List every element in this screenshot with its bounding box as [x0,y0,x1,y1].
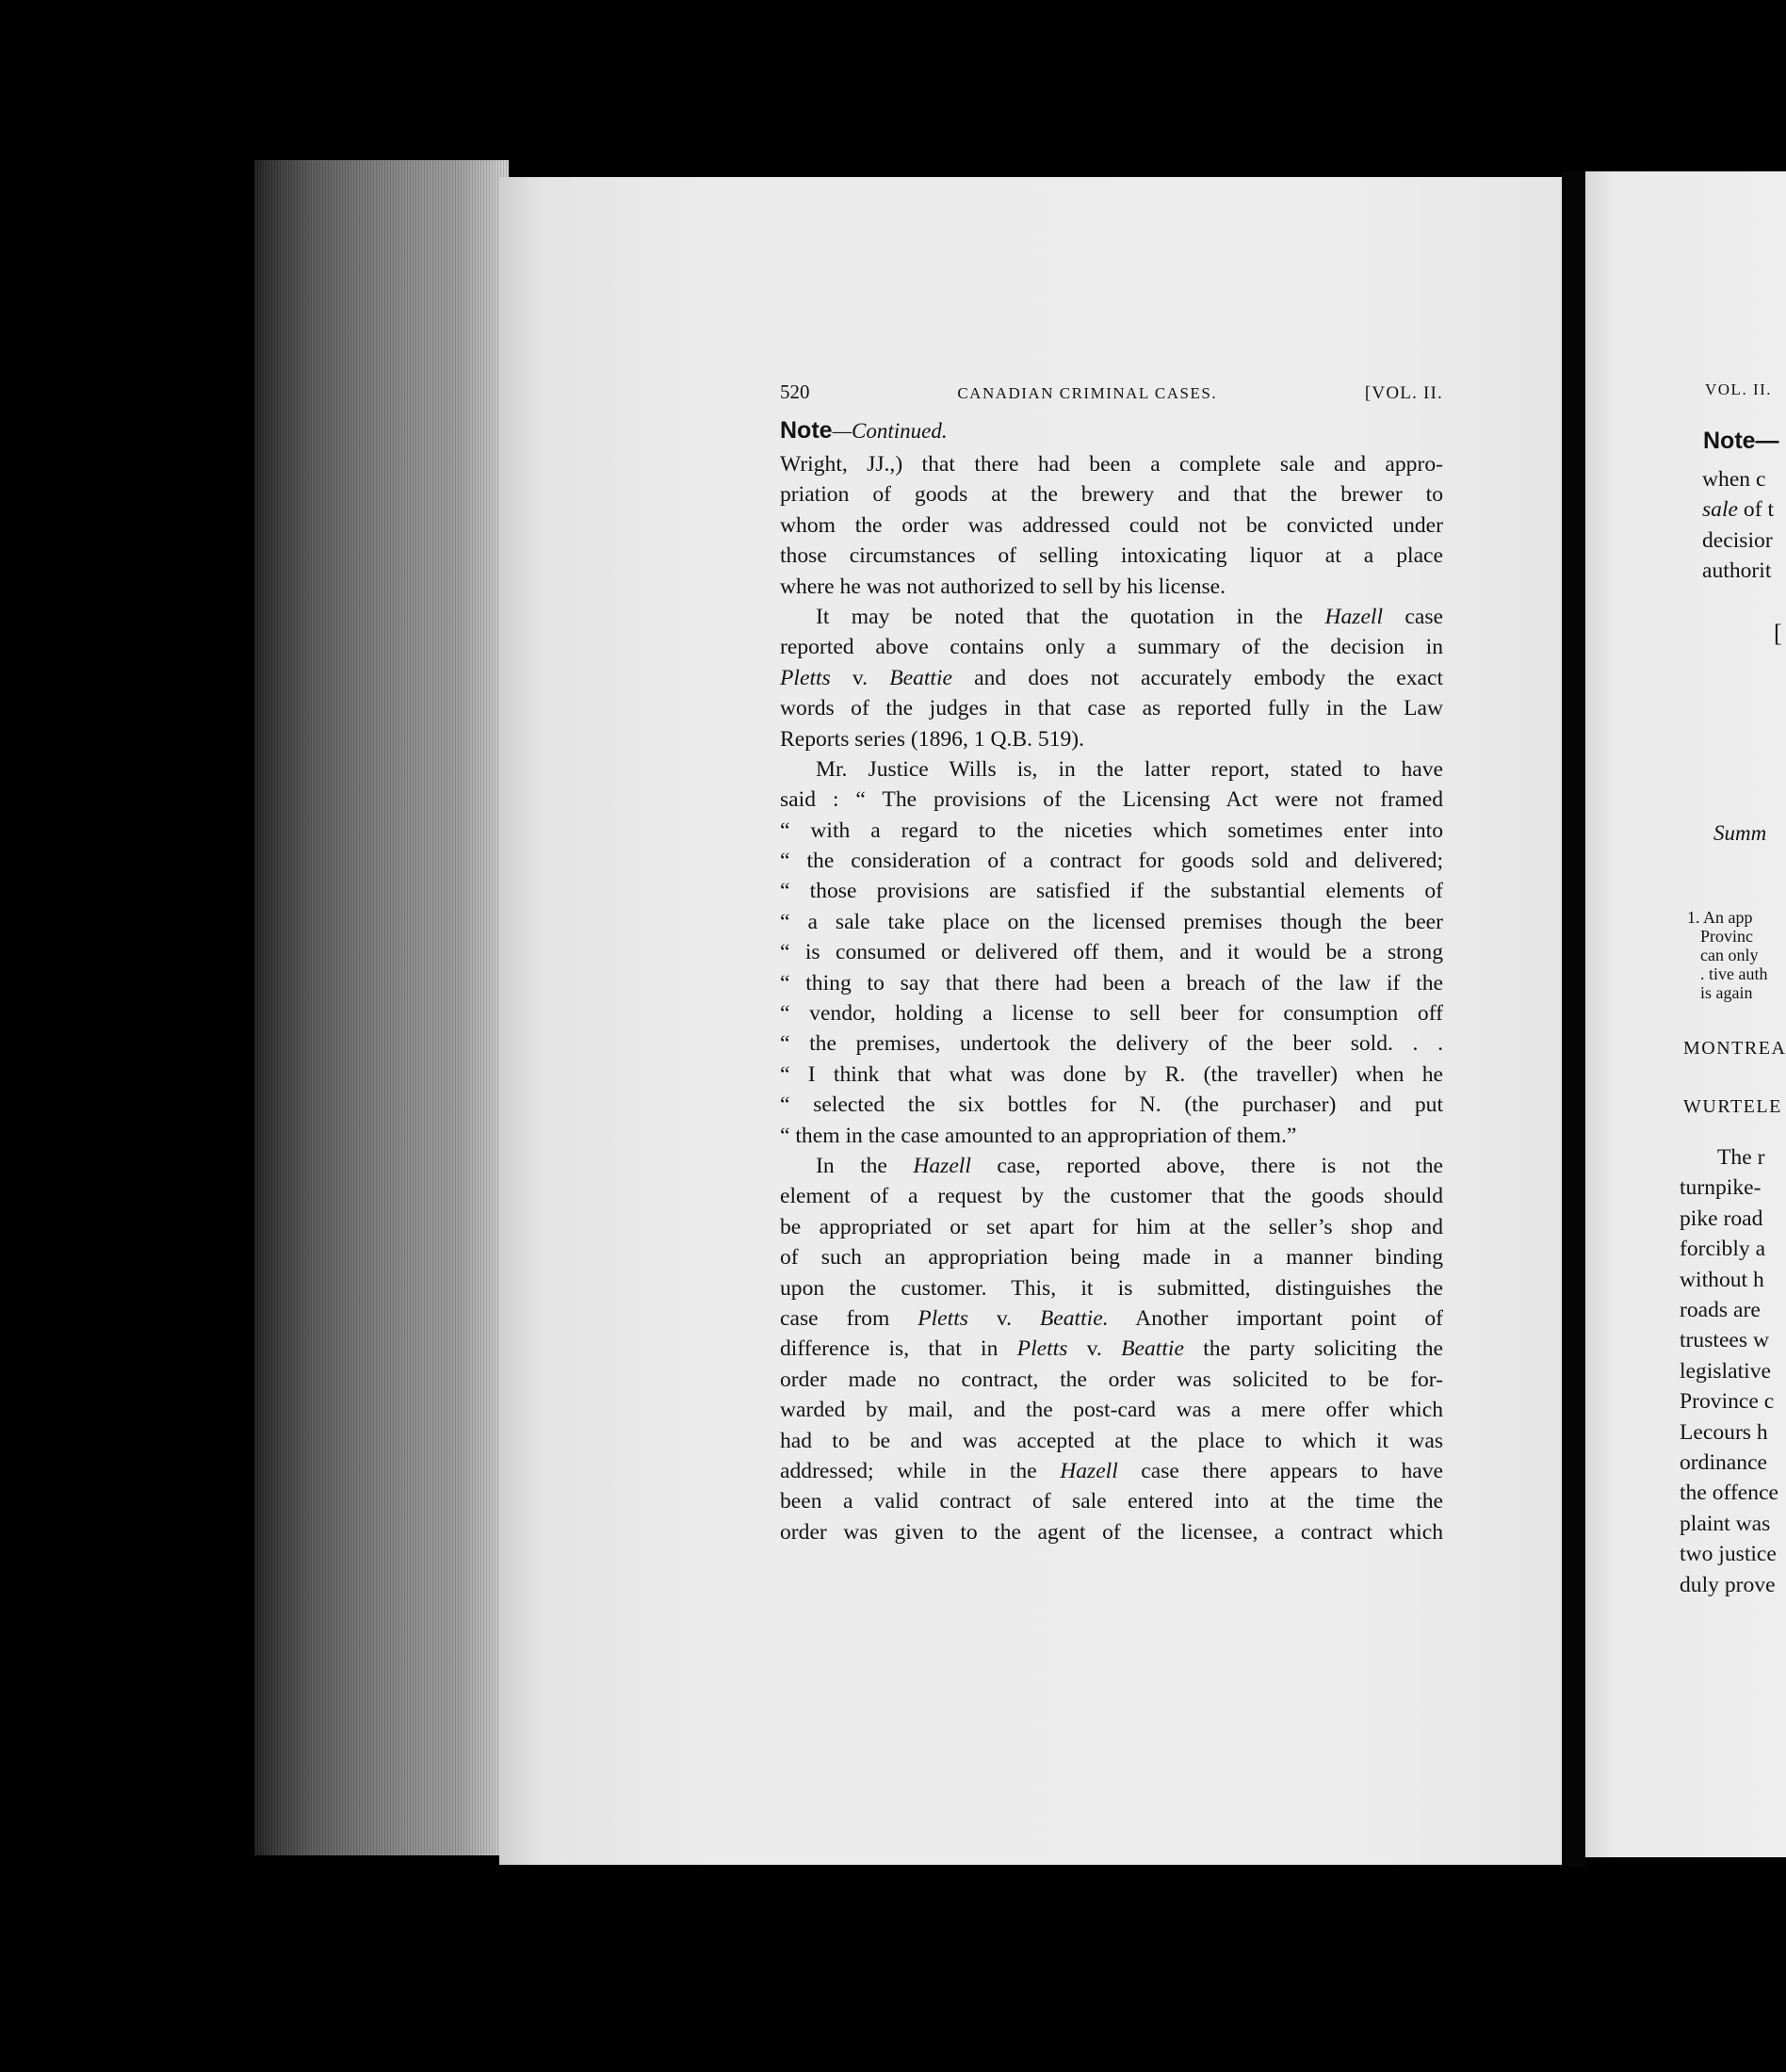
body-line: Wright, JJ.,) that there had been a complete sale and appro- [780,452,1443,477]
note-continued: —Continued. [832,419,948,443]
right-headnote-line: . tive auth [1700,964,1768,983]
right-headnote-line: can only [1700,946,1759,964]
body-line: words of the judges in that case as reported fully in the Law [780,696,1443,721]
right-body-line: legislative [1680,1358,1771,1384]
right-top-line: authorit [1702,558,1772,584]
body-line: those circumstances of selling intoxicating liquor at a place [780,543,1443,569]
right-top-line: sale of t [1702,497,1775,523]
body-line: priation of goods at the brewery and that the brewer to [780,482,1443,508]
body-line: “ a sale take place on the licensed premises though the beer [780,909,1443,934]
right-body-line: trustees w [1680,1328,1770,1353]
right-note-heading: Note— [1703,428,1779,454]
note-label: Note [780,417,833,444]
right-body-line: without h [1680,1267,1764,1292]
body-line: had to be and was accepted at the place to which it was [780,1428,1443,1453]
right-bracket: [ [1774,620,1782,647]
right-headnote-line: 1. An app [1687,908,1753,927]
body-line: case from Pletts v. Beattie. Another important point of [780,1305,1443,1331]
body-line: “ selected the six bottles for N. (the purchaser) and put [780,1093,1443,1118]
right-body-line: ordinance [1680,1450,1768,1475]
court-label: MONTREA [1683,1038,1786,1059]
body-line: It may be noted that the quotation in the Hazell case [816,604,1444,629]
body-line: Reports series (1896, 1 Q.B. 519). [780,726,1085,752]
running-head [780,373,1443,413]
right-volume-label: VOL. II. [1705,380,1773,398]
body-line: upon the customer. This, it is submitted, distinguishes the [780,1275,1443,1301]
volume-label: [VOL. II. [1364,383,1443,403]
running-title: CANADIAN CRIMINAL CASES. [957,384,1218,402]
body-line: order was given to the agent of the licensee, a contract which [780,1519,1443,1545]
body-line: addressed; while in the Hazell case there appears to have [780,1458,1443,1483]
body-text [780,449,1443,1547]
body-line: “ the premises, undertook the delivery of the beer sold. . . [780,1031,1443,1057]
right-body-line: two justice [1680,1542,1777,1567]
body-line: said : “ The provisions of the Licensing Act were not framed [780,787,1443,813]
right-body-line: turnpike- [1680,1175,1762,1201]
body-line: “ thing to say that there had been a breach of the law if the [780,970,1443,996]
body-line: order made no contract, the order was solicited to be for- [780,1367,1443,1392]
body-line: Mr. Justice Wills is, in the latter report, stated to have [816,756,1443,782]
right-page-text [1585,171,1786,1857]
page-edges [254,160,509,1855]
body-line: whom the order was addressed could not be convicted under [780,512,1443,538]
body-line: “ them in the case amounted to an appropriation of them.” [780,1123,1297,1148]
right-headnote-line: is again [1700,983,1753,1002]
right-body-line: roads are [1680,1298,1761,1322]
body-line: element of a request by the customer that the goods should [780,1184,1443,1209]
body-line: difference is, that in Pletts v. Beattie the party soliciting the [780,1336,1443,1362]
summary-label: Summ [1713,821,1767,845]
body-line: “ those provisions are satisfied if the substantial elements of [780,879,1443,904]
body-line: been a valid contract of sale entered into at the time the [780,1489,1443,1514]
judge-label: WURTELE [1683,1096,1782,1117]
right-body-line: The r [1717,1145,1765,1170]
right-body-line: plaint was [1680,1511,1771,1536]
body-line: “ vendor, holding a license to sell beer for consumption off [780,1001,1443,1027]
right-body-line: Province c [1680,1389,1775,1415]
body-line: of such an appropriation being made in a manner binding [780,1245,1443,1271]
right-body-line: forcibly a [1680,1237,1766,1262]
right-body-line: pike road [1680,1206,1763,1231]
right-body-line: Lecours h [1680,1419,1768,1445]
right-top-line: decisior [1702,527,1773,553]
right-body-line: the offence [1680,1481,1779,1506]
right-body-line: duly prove [1680,1572,1776,1597]
body-line: be appropriated or set apart for him at the seller’s shop and [780,1214,1443,1239]
body-line: “ I think that what was done by R. (the traveller) when he [780,1061,1443,1087]
right-top-line: when c [1702,467,1766,492]
note-heading [780,414,1443,447]
right-headnote-line: Provinc [1700,927,1753,946]
body-line: reported above contains only a summary of the decision in [780,635,1443,660]
page-number: 520 [780,380,810,403]
body-line: Pletts v. Beattie and does not accurately embody the exact [780,665,1443,690]
body-line: warded by mail, and the post-card was a mere offer which [780,1398,1443,1423]
body-line: “ the consideration of a contract for goods sold and delivered; [780,849,1443,874]
body-line: where he was not authorized to sell by his license. [780,574,1226,599]
body-line: In the Hazell case, reported above, there is not the [816,1153,1443,1178]
book-gutter [1562,171,1585,1867]
body-line: “ is consumed or delivered off them, and it would be a strong [780,940,1443,965]
body-line: “ with a regard to the niceties which sometimes enter into [780,817,1443,843]
left-page-text [780,373,1443,1547]
